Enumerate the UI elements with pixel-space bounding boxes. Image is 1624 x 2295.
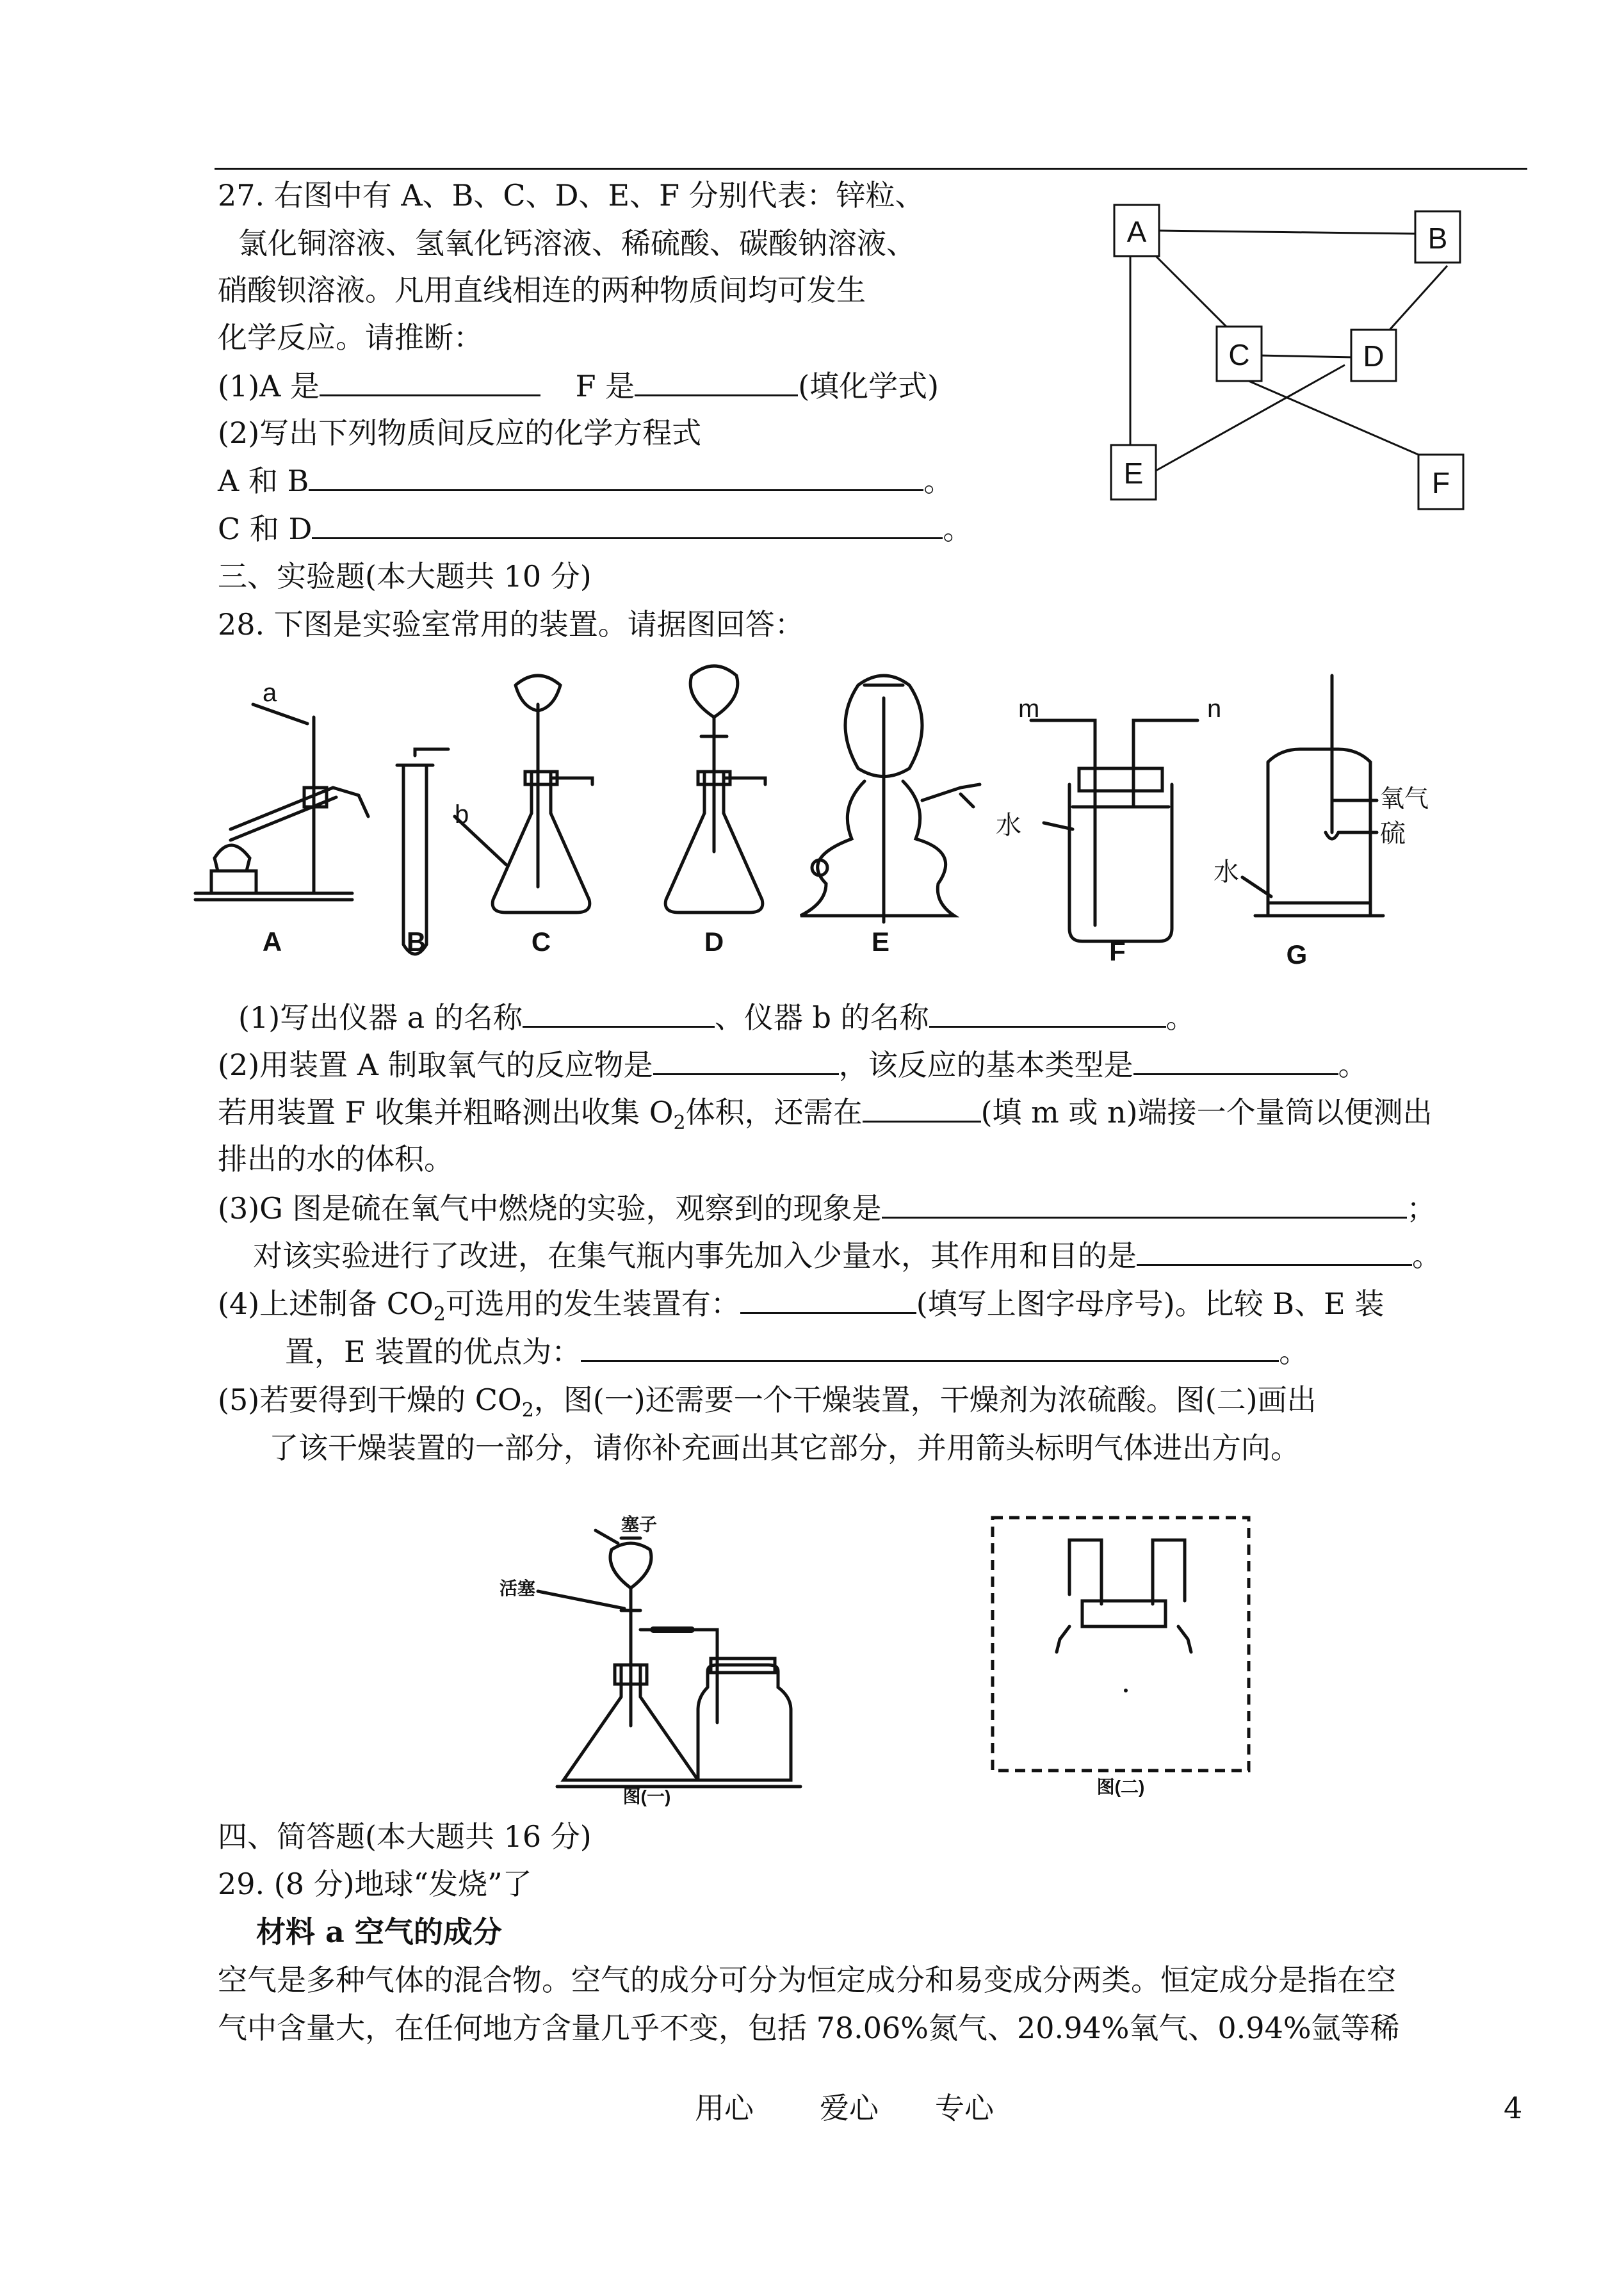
caption-e: E [871,927,890,957]
q28-s1-end: 。 [1165,1000,1196,1035]
fig1-stopper-label: 塞子 [621,1514,658,1534]
node-b: B [1427,222,1448,255]
q27-sub1-tail: (填化学式) [798,369,939,403]
q27-ab-label: A 和 B [218,464,309,498]
answer-blank-instrument-b[interactable] [929,998,1166,1028]
q27-cd-label: C 和 D [218,512,313,546]
q28-s1-a: (1)写出仪器 a 的名称 [238,1000,523,1035]
q28-s2-d: 排出的水的体积。 [218,1142,453,1176]
node-a: A [1126,215,1147,248]
figure-one-apparatus [487,1505,820,1806]
q27-ab [218,461,953,500]
q28-s4-a3: (填写上图字母序号)。比较 B、E 装 [916,1286,1384,1321]
caption-a: A [262,927,282,957]
q28-s4-b-end: 。 [1279,1334,1309,1369]
q28-s5-a2: ，图(一)还需要一个干燥装置，干燥剂为浓硫酸。图(二)画出 [533,1383,1317,1417]
fig2-caption: 图(二) [1096,1777,1145,1797]
q28-apparatus-figure [186,660,1429,986]
answer-blank-a[interactable] [320,366,540,396]
label-sulfur: 硫 [1380,820,1406,848]
q28-s2 [218,1045,1368,1084]
q28-s4-b [285,1332,1308,1371]
q28-intro: 28. 下图是实验室常用的装置。请据图回答： [218,607,804,642]
q28-s2-c1: 若用装置 F 收集并粗略测出收集 O [218,1095,674,1130]
q28-s5-a1: (5)若要得到干燥的 CO [218,1383,522,1417]
q29-material-heading: 材料 a 空气的成分 [256,1915,502,1949]
node-e: E [1123,457,1144,490]
q27-sub1-f-label: F 是 [575,369,635,403]
label-water-f: 水 [996,811,1021,839]
q27-cd-period: 。 [943,512,973,546]
q28-s2-a: (2)用装置 A 制取氧气的反应物是 [218,1048,653,1082]
answer-blank-ab[interactable] [309,461,923,491]
answer-blank-cd[interactable] [312,509,943,539]
label-water-g: 水 [1214,858,1239,886]
label-m: m [1018,695,1040,723]
q28-s5-a: (5)若要得到干燥的 $CO_2$，图(一)还需要一个干燥装置，干燥剂为浓硫酸。图(二)画出 [218,1383,1317,1422]
caption-b: B [406,927,426,957]
q27-line1: 27. 右图中有 A、B、C、D、E、F 分别代表：锌粒、 [218,178,925,213]
answer-blank-reaction-type[interactable] [1133,1045,1338,1075]
q29-title: 29. (8 分)地球“发烧”了 [218,1867,532,1901]
q27-reaction-diagram [1101,192,1511,525]
caption-d: D [704,927,724,957]
q28-s1-b: 、仪器 b 的名称 [714,1000,929,1035]
caption-f: F [1109,936,1126,966]
answer-blank-generator[interactable] [740,1284,916,1314]
q28-s4-a1: (4)上述制备 CO [218,1286,434,1321]
q28-s3-a-end: ； [1406,1191,1436,1226]
q28-s4-a2: 可选用的发生装置有： [445,1286,740,1321]
q28-s2-b: ，该反应的基本类型是 [838,1048,1133,1082]
q28-s1 [238,998,1196,1037]
answer-blank-instrument-a[interactable] [523,998,715,1028]
q28-s3-b-end: 。 [1412,1238,1441,1273]
q27-sub2: (2)写出下列物质间反应的化学方程式 [218,416,702,450]
answer-blank-advantage[interactable] [581,1332,1279,1362]
section4-heading: 四、简答题(本大题共 16 分) [218,1819,592,1854]
node-f: F [1431,466,1450,499]
q28-s3-a [218,1188,1436,1228]
footer-text-3: 专心 [935,2091,994,2125]
answer-blank-f[interactable] [635,366,798,396]
label-b: b [455,800,469,829]
caption-c: C [531,927,551,957]
figure-two-drying-box[interactable] [980,1511,1262,1806]
q27-line4: 化学反应。请推断： [218,320,483,355]
answer-blank-water-purpose[interactable] [1137,1236,1412,1266]
q27-line3: 硝酸钡溶液。凡用直线相连的两种物质间均可发生 [218,273,866,307]
footer-text-2: 爱心 [820,2091,879,2125]
q28-s3-b [253,1236,1441,1275]
answer-blank-phenomenon[interactable] [882,1188,1407,1219]
q29-paragraph-line1: 空气是多种气体的混合物。空气的成分可分为恒定成分和易变成分两类。恒定成分是指在空 [218,1963,1396,1997]
answer-blank-m-or-n[interactable] [863,1092,981,1123]
fig1-stopcock-label: 活塞 [499,1578,536,1598]
header-rule [215,168,1527,170]
q27-sub1 [218,366,939,405]
caption-g: G [1286,939,1308,969]
q27-sub1-a-label: (1)A 是 [218,369,320,403]
fig1-caption: 图(一) [622,1787,671,1806]
label-a: a [263,679,277,707]
q29-paragraph-line2: 气中含量大，在任何地方含量几乎不变，包括 78.06%氮气、20.94%氧气、0.94%氩等稀 [218,2011,1400,2045]
q27-ab-period: 。 [923,464,954,498]
answer-blank-reactant[interactable] [653,1045,839,1075]
node-d: D [1363,339,1384,373]
footer-text-1: 用心 [695,2091,754,2125]
q28-s4-a: (4)上述制备 $CO_2$可选用的发生装置有： (填写上图字母序号)。比较 B、E 装 [218,1284,1384,1334]
q28-s2-c: 若用装置 F 收集并粗略测出收集 $O_2$体积，还需在 (填 m 或 n)端接一个量筒以便测出 [218,1092,1433,1142]
page-number: 4 [1504,2091,1523,2125]
label-oxygen: 氧气 [1380,786,1429,813]
q28-s4-b-text: 置，E 装置的优点为： [285,1334,581,1369]
node-c: C [1228,338,1250,371]
label-n: n [1207,695,1222,723]
q28-s2-end: 。 [1338,1048,1368,1082]
q28-s5-b: 了该干燥装置的一部分，请你补充画出其它部分，并用箭头标明气体进出方向。 [269,1431,1300,1465]
section3-heading: 三、实验题(本大题共 10 分) [218,559,592,594]
q27-cd [218,509,972,548]
q28-s2-c3: (填 m 或 n)端接一个量筒以便测出 [980,1095,1433,1130]
q28-s2-c2: 体积，还需在 [685,1095,863,1130]
q27-line2: 氯化铜溶液、氢氧化钙溶液、稀硫酸、碳酸钠溶液、 [238,226,916,261]
q28-s3-a-text: (3)G 图是硫在氧气中燃烧的实验，观察到的现象是 [218,1191,882,1226]
q28-s3-b-text: 对该实验进行了改进，在集气瓶内事先加入少量水，其作用和目的是 [253,1238,1137,1273]
